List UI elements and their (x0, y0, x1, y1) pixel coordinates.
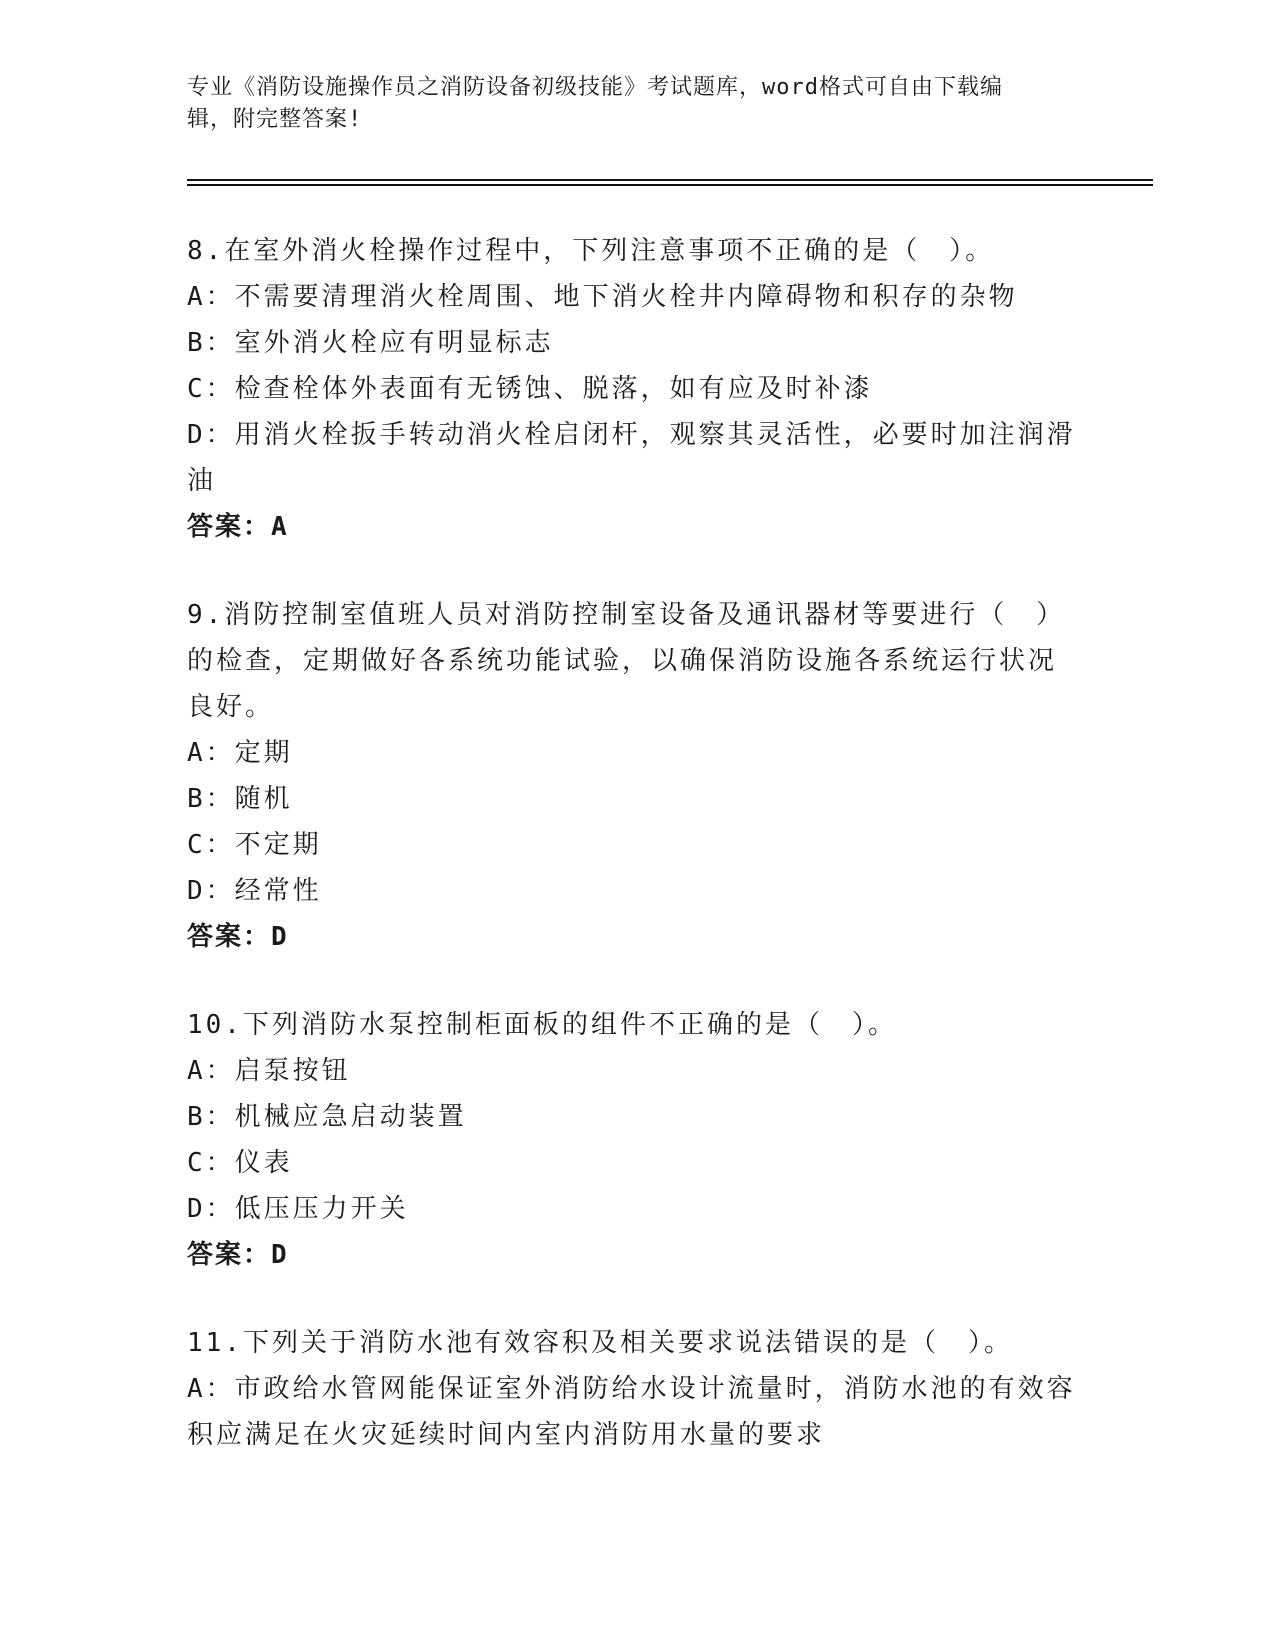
question-stem: 11.下列关于消防水池有效容积及相关要求说法错误的是（ ）。 (187, 1328, 1013, 1358)
answer: 答案：D (187, 1240, 289, 1270)
answer: 答案：D (187, 922, 289, 952)
option-a: A：定期 (187, 738, 293, 768)
option-c: C：仪表 (187, 1148, 293, 1178)
option-d: D：低压压力开关 (187, 1194, 409, 1224)
question-8 (187, 228, 1087, 550)
header-line-1: 专业《消防设施操作员之消防设备初级技能》考试题库，word格式可自由下载编 (187, 75, 1003, 100)
header-line-2: 辑，附完整答案! (187, 107, 363, 132)
option-a-continued: 积应满足在火灾延续时间内室内消防用水量的要求 (187, 1420, 826, 1450)
option-d: D：用消火栓扳手转动消火栓启闭杆，观察其灵活性，必要时加注润滑 (187, 420, 1076, 450)
question-stem: 9.消防控制室值班人员对消防控制室设备及通讯器材等要进行（ ） (187, 600, 1066, 630)
option-a: A：不需要清理消火栓周围、地下消火栓井内障碍物和积存的杂物 (187, 282, 1018, 312)
option-d-continued: 油 (187, 466, 217, 496)
option-c: C：检查栓体外表面有无锈蚀、脱落，如有应及时补漆 (187, 374, 873, 404)
option-a: A：启泵按钮 (187, 1056, 351, 1086)
question-stem: 8.在室外消火栓操作过程中，下列注意事项不正确的是（ ）。 (187, 236, 995, 266)
answer: 答案：A (187, 512, 289, 542)
option-b: B：随机 (187, 784, 293, 814)
question-9 (187, 592, 1087, 960)
option-c: C：不定期 (187, 830, 322, 860)
document-header (187, 72, 1087, 136)
question-stem-continued: 良好。 (187, 692, 275, 722)
option-a: A：市政给水管网能保证室外消防给水设计流量时，消防水池的有效容 (187, 1374, 1076, 1404)
question-stem-continued: 的检查，定期做好各系统功能试验，以确保消防设施各系统运行状况 (187, 646, 1058, 676)
question-stem: 10.下列消防水泵控制柜面板的组件不正确的是（ ）。 (187, 1010, 897, 1040)
option-b: B：机械应急启动装置 (187, 1102, 467, 1132)
question-10 (187, 1002, 1087, 1278)
question-11 (187, 1320, 1087, 1458)
option-d: D：经常性 (187, 876, 322, 906)
header-divider-top (187, 179, 1153, 181)
question-list (187, 228, 1087, 1500)
option-b: B：室外消火栓应有明显标志 (187, 328, 554, 358)
header-divider-bottom (187, 184, 1153, 186)
